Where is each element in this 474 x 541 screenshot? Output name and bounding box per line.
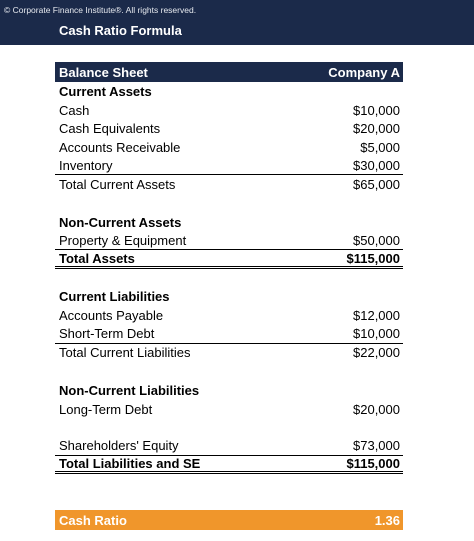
total-label: Total Assets [59, 250, 135, 266]
table-row [55, 232, 403, 251]
grand-total-row [55, 250, 403, 269]
table-row [55, 325, 403, 344]
row-label: Shareholders' Equity [59, 438, 179, 454]
table-row [55, 157, 403, 176]
result-value: 1.36 [374, 512, 400, 528]
spacer-row [55, 362, 403, 381]
table-header [55, 62, 403, 82]
total-label: Total Current Assets [59, 177, 176, 193]
section-heading-label: Non-Current Liabilities [59, 382, 200, 398]
total-label: Total Current Liabilities [59, 345, 191, 361]
row-value: $20,000 [353, 121, 400, 137]
row-value: $10,000 [353, 102, 400, 118]
cash-ratio-result [55, 510, 403, 530]
row-value: $5,000 [360, 139, 400, 155]
spacer-row [55, 269, 403, 288]
result-label: Cash Ratio [59, 512, 127, 528]
spacer-row [55, 194, 403, 213]
row-label: Accounts Receivable [59, 139, 181, 155]
total-value: $115,000 [346, 456, 400, 472]
total-row [55, 175, 403, 194]
row-label: Short-Term Debt [59, 326, 155, 342]
section-heading-label: Non-Current Assets [59, 214, 182, 230]
total-value: $22,000 [353, 345, 400, 361]
table-row [55, 119, 403, 138]
row-value: $73,000 [353, 438, 400, 454]
page-title: Cash Ratio Formula [59, 23, 182, 38]
spacer-row [55, 418, 403, 437]
top-banner [0, 0, 474, 45]
row-value: $20,000 [353, 401, 400, 417]
row-value: $12,000 [353, 308, 400, 324]
row-label: Cash [59, 102, 90, 118]
row-label: Inventory [59, 158, 113, 174]
section-heading [55, 381, 403, 400]
table-row [55, 437, 403, 456]
copyright-text: © Corporate Finance Institute®. All rights reserved. [4, 5, 197, 15]
section-heading-label: Current Assets [59, 83, 152, 99]
row-label: Cash Equivalents [59, 121, 161, 137]
section-heading [55, 213, 403, 232]
row-label: Accounts Payable [59, 308, 164, 324]
balance-sheet-table [55, 62, 403, 474]
row-label: Long-Term Debt [59, 401, 153, 417]
total-value: $115,000 [346, 250, 400, 266]
total-value: $65,000 [353, 177, 400, 193]
table-row [55, 138, 403, 157]
total-row [55, 344, 403, 363]
column-header-label: Balance Sheet [59, 64, 148, 80]
section-heading [55, 82, 403, 101]
row-value: $50,000 [353, 232, 400, 248]
grand-total-row [55, 456, 403, 475]
section-heading-label: Current Liabilities [59, 289, 170, 305]
row-value: $10,000 [353, 326, 400, 342]
total-label: Total Liabilities and SE [59, 456, 201, 472]
table-row [55, 306, 403, 325]
row-label: Property & Equipment [59, 232, 187, 248]
section-heading [55, 288, 403, 307]
row-value: $30,000 [353, 158, 400, 174]
table-row [55, 400, 403, 419]
table-row [55, 101, 403, 120]
column-header-company: Company A [328, 64, 400, 80]
